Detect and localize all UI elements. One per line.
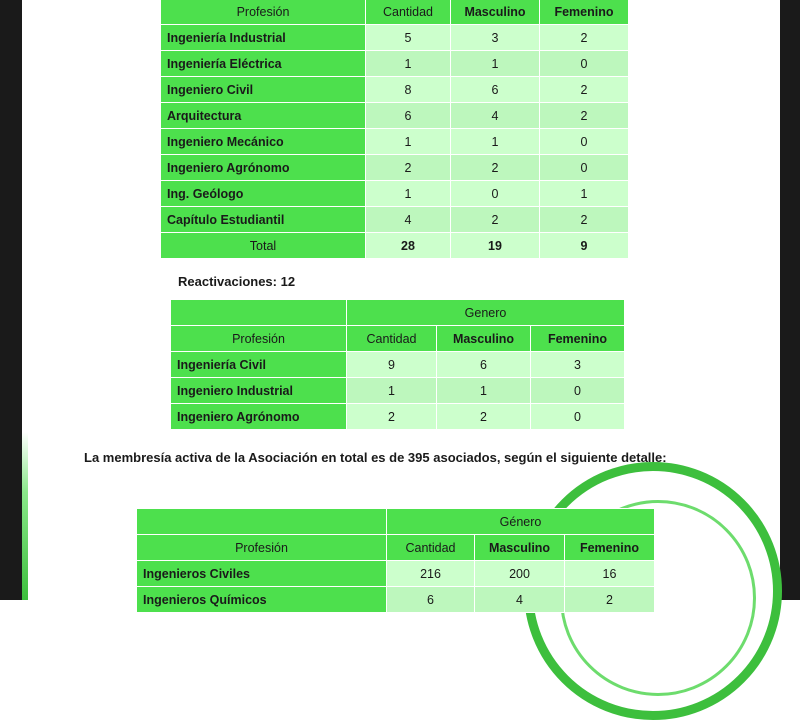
column-header-cantidad: Cantidad [366,0,451,25]
cell-femenino: 2 [540,25,629,51]
column-header-cantidad: Cantidad [387,535,475,561]
cell-profesion: Ingeniero Civil [161,77,366,103]
cell-femenino: 0 [531,378,625,404]
table-header-row [137,535,655,561]
cell-cantidad: 216 [387,561,475,587]
table-row [137,561,655,587]
cell-masculino: 6 [451,77,540,103]
cell-femenino: 0 [531,404,625,430]
table-row [161,155,629,181]
cell-cantidad: 5 [366,25,451,51]
cell-cantidad: 6 [366,103,451,129]
cell-masculino: 3 [451,25,540,51]
cell-profesion: Arquitectura [161,103,366,129]
table-nuevos-ingresos [160,0,629,259]
cell-cantidad: 2 [347,404,437,430]
column-header-profesion: Profesión [137,535,387,561]
cell-femenino: 2 [540,77,629,103]
table-row [161,51,629,77]
cell-cantidad: 1 [366,51,451,77]
column-header-masculino: Masculino [437,326,531,352]
cell-femenino: 2 [565,587,655,613]
table-group-header-row [137,509,655,535]
cell-profesion: Ingeniero Industrial [171,378,347,404]
column-header-femenino: Femenino [540,0,629,25]
cell-cantidad: 9 [347,352,437,378]
cell-profesion: Ingeniero Agrónomo [171,404,347,430]
cell-femenino: 1 [540,181,629,207]
cell-cantidad: 1 [366,129,451,155]
cell-masculino: 1 [451,51,540,77]
cell-masculino: 4 [475,587,565,613]
table-reactivaciones [170,299,625,430]
table-row [171,378,625,404]
cell-cantidad: 4 [366,207,451,233]
cell-profesion: Ingeniero Mecánico [161,129,366,155]
cell-masculino: 1 [437,378,531,404]
cell-profesion: Capítulo Estudiantil [161,207,366,233]
table-total-row [161,233,629,259]
table-row [161,207,629,233]
cell-masculino: 2 [451,207,540,233]
cell-profesion: Ingenieros Civiles [137,561,387,587]
group-header-genero: Género [387,509,655,535]
table-nuevos-ingresos-wrapper [160,0,629,259]
table-header-row [161,0,629,25]
cell-profesion: Ingeniería Eléctrica [161,51,366,77]
column-header-masculino: Masculino [451,0,540,25]
cell-femenino: 3 [531,352,625,378]
table-row [161,103,629,129]
cell-masculino: 6 [437,352,531,378]
cell-femenino: 2 [540,207,629,233]
cell-profesion: Ingeniería Civil [171,352,347,378]
table-row [171,352,625,378]
column-header-masculino: Masculino [475,535,565,561]
table-row [161,129,629,155]
cell-profesion: Ingenieros Químicos [137,587,387,613]
column-header-femenino: Femenino [565,535,655,561]
table-row [171,404,625,430]
cell-cantidad: 2 [366,155,451,181]
membresia-paragraph: La membresía activa de la Asociación en total es de 395 asociados, según el siguiente detalle: [84,450,667,465]
table-group-header-row [171,300,625,326]
cell-profesion: Ingeniero Agrónomo [161,155,366,181]
cell-masculino: 0 [451,181,540,207]
column-header-profesion: Profesión [161,0,366,25]
cell-total-cantidad: 28 [366,233,451,259]
table-reactivaciones-wrapper [170,299,625,430]
column-header-profesion: Profesión [171,326,347,352]
table-membresia-activa-wrapper [136,508,655,613]
cell-femenino: 0 [540,155,629,181]
group-header-genero: Genero [347,300,625,326]
table-row [161,77,629,103]
cell-masculino: 1 [451,129,540,155]
table-row [161,181,629,207]
cell-masculino: 2 [451,155,540,181]
cell-masculino: 4 [451,103,540,129]
column-header-cantidad: Cantidad [347,326,437,352]
cell-total-label: Total [161,233,366,259]
cell-cantidad: 1 [347,378,437,404]
cell-femenino: 0 [540,51,629,77]
cell-masculino: 2 [437,404,531,430]
table-membresia-activa [136,508,655,613]
cell-total-masculino: 19 [451,233,540,259]
group-header-empty [137,509,387,535]
group-header-empty [171,300,347,326]
cell-cantidad: 1 [366,181,451,207]
cell-profesion: Ingeniería Industrial [161,25,366,51]
cell-masculino: 200 [475,561,565,587]
cell-femenino: 0 [540,129,629,155]
cell-profesion: Ing. Geólogo [161,181,366,207]
cell-total-femenino: 9 [540,233,629,259]
table-row [161,25,629,51]
cell-cantidad: 8 [366,77,451,103]
cell-femenino: 2 [540,103,629,129]
table-header-row [171,326,625,352]
cell-femenino: 16 [565,561,655,587]
cell-cantidad: 6 [387,587,475,613]
reactivaciones-label: Reactivaciones: 12 [178,274,296,289]
column-header-femenino: Femenino [531,326,625,352]
